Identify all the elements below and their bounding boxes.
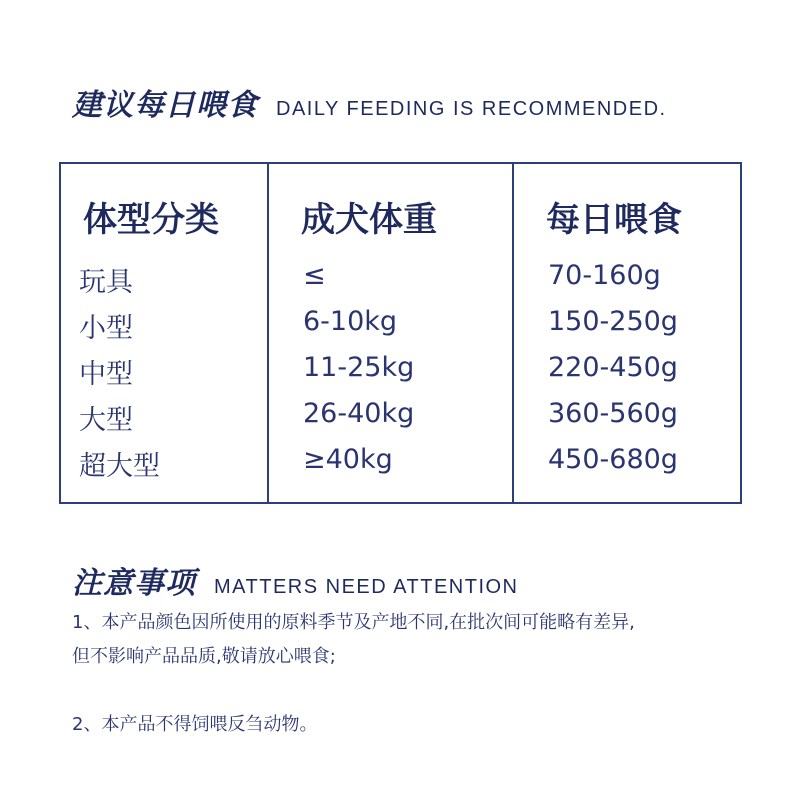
table-cell: 220-450g <box>548 352 678 383</box>
adult-weight-column <box>267 164 512 502</box>
note-spacer <box>72 674 752 708</box>
table-cell: 超大型 <box>79 451 160 482</box>
table-cell: 150-250g <box>548 306 678 337</box>
table-cell: 中型 <box>79 359 133 390</box>
note-text: 1、本产品颜色因所使用的原料季节及产地不同,在批次间可能略有差异, <box>72 612 635 633</box>
note-text: 但不影响产品品质,敬请放心喂食; <box>72 646 336 667</box>
table-cell: ≥40kg <box>303 444 393 475</box>
table-cell: 26-40kg <box>303 398 415 429</box>
table-cell: 玩具 <box>79 267 133 298</box>
table-cell: ≤ <box>303 260 326 291</box>
feeding-heading <box>72 80 667 124</box>
feeding-title-en: DAILY FEEDING IS RECOMMENDED. <box>276 98 667 120</box>
daily-feeding-column <box>512 164 740 502</box>
column-header: 成犬体重 <box>301 200 437 240</box>
column-header: 每日喂食 <box>546 200 682 240</box>
table-cell: 360-560g <box>548 398 678 429</box>
attention-heading <box>72 558 519 602</box>
table-cell: 450-680g <box>548 444 678 475</box>
feeding-table <box>59 162 742 504</box>
attention-notes <box>72 606 752 742</box>
size-category-column <box>61 164 267 502</box>
feeding-title-cn: 建议每日喂食 <box>72 88 258 123</box>
table-cell: 6-10kg <box>303 306 398 337</box>
table-cell: 小型 <box>79 313 133 344</box>
column-header: 体型分类 <box>83 200 219 240</box>
attention-title-cn: 注意事项 <box>72 566 196 601</box>
attention-title-en: MATTERS NEED ATTENTION <box>214 576 519 598</box>
table-cell: 11-25kg <box>303 352 415 383</box>
table-cell: 大型 <box>79 405 133 436</box>
note-text: 2、本产品不得饲喂反刍动物。 <box>72 714 318 735</box>
table-cell: 70-160g <box>548 260 661 291</box>
